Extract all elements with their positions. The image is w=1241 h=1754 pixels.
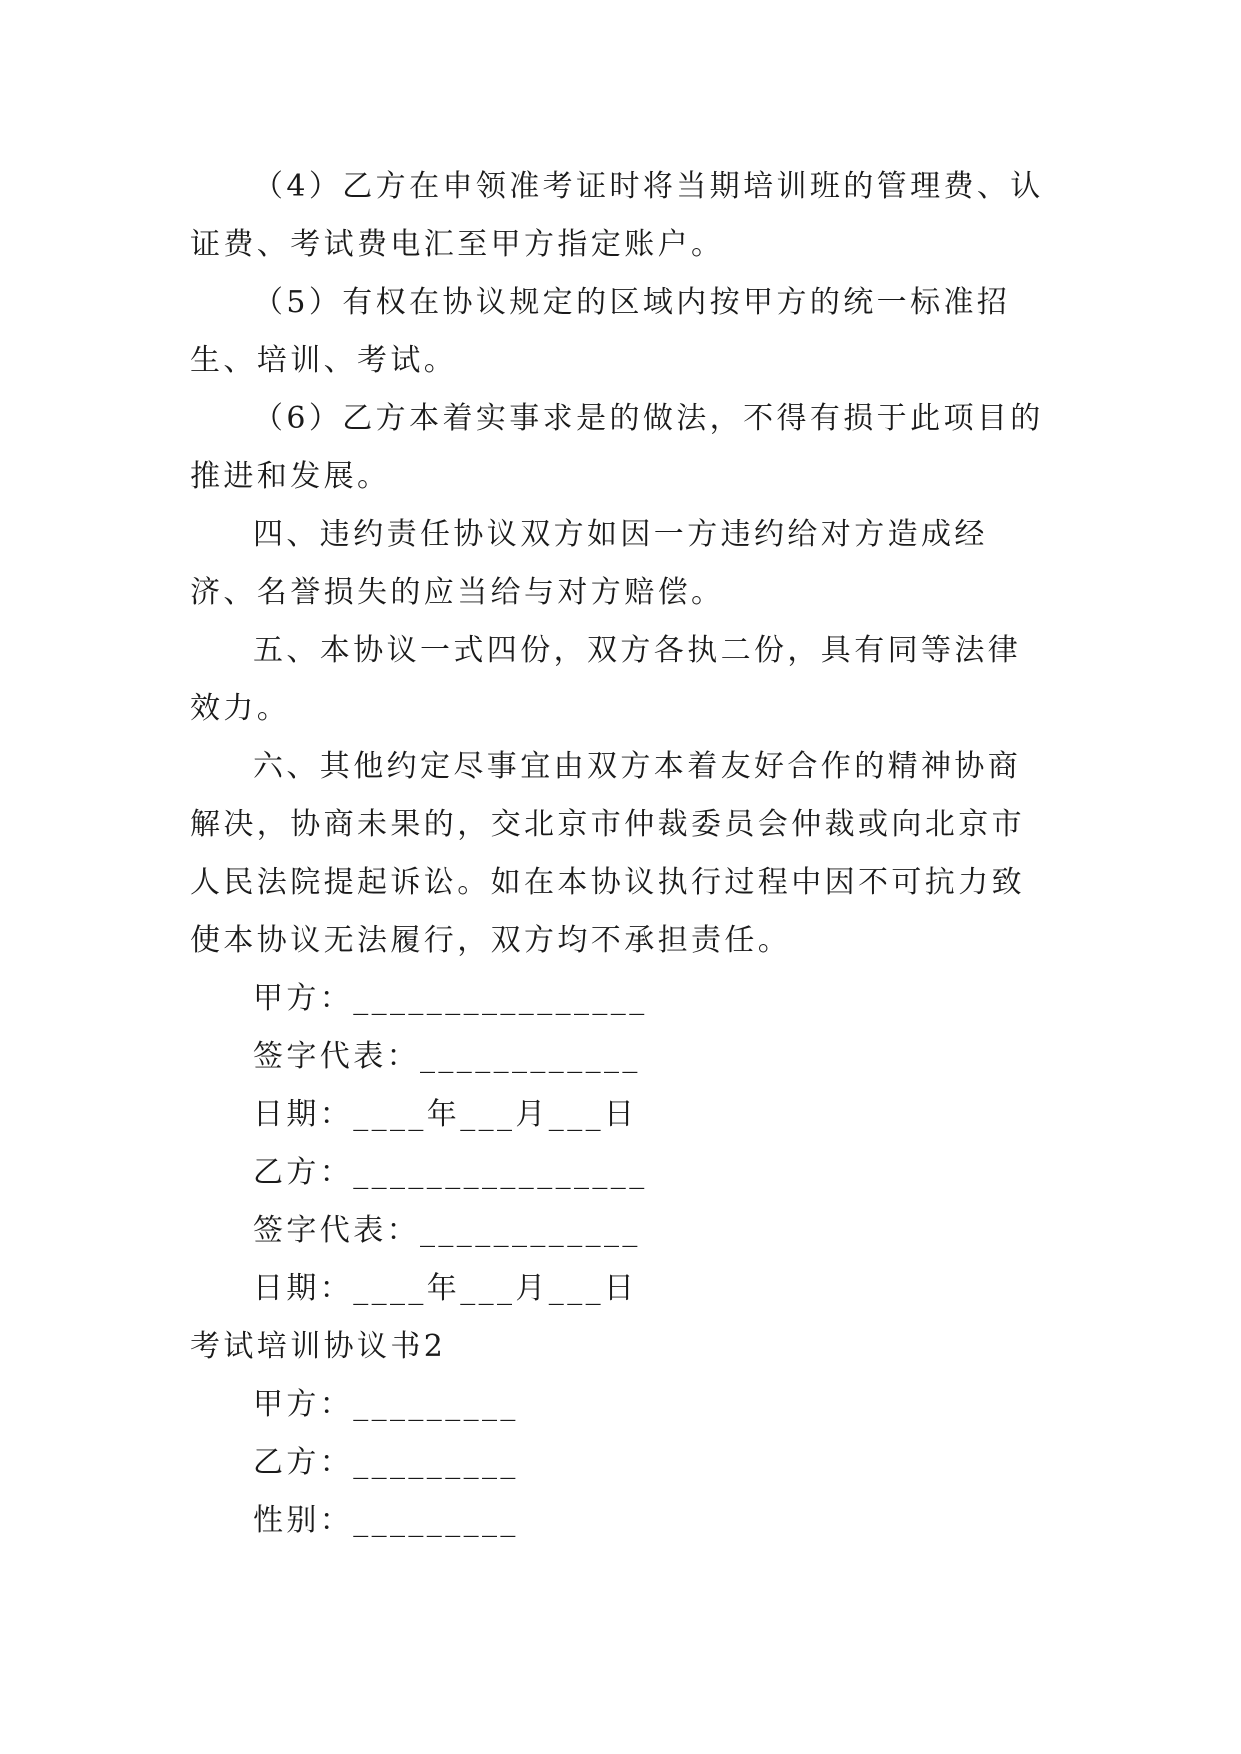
second-doc-title: 考试培训协议书2 bbox=[190, 1329, 447, 1364]
clause-3-4: （4）乙方在申领准考证时将当期培训班的管理费、认证费、考试费电汇至甲方指定账户。 bbox=[190, 169, 1044, 262]
document-page bbox=[190, 158, 1052, 1550]
party-a-date-field: 日期：____年___月___日 bbox=[253, 1097, 638, 1132]
party-b-rep-field: 签字代表：____________ bbox=[253, 1213, 641, 1248]
second-doc-fields bbox=[190, 1376, 1052, 1550]
second-doc-party-a-field: 甲方：_________ bbox=[253, 1387, 519, 1422]
second-doc-party-b-field: 乙方：_________ bbox=[253, 1445, 519, 1480]
party-b-date-field: 日期：____年___月___日 bbox=[253, 1271, 638, 1306]
second-doc-gender-field: 性别：_________ bbox=[253, 1503, 519, 1538]
party-a-rep-field: 签字代表：____________ bbox=[253, 1039, 641, 1074]
clause-5-copies: 五、本协议一式四份，双方各执二份，具有同等法律效力。 bbox=[190, 633, 1022, 726]
signature-block bbox=[190, 970, 1052, 1318]
party-b-field: 乙方：________________ bbox=[253, 1155, 648, 1190]
clause-3-5: （5）有权在协议规定的区域内按甲方的统一标准招生、培训、考试。 bbox=[190, 285, 1011, 378]
clause-4-liability: 四、违约责任协议双方如因一方违约给对方造成经济、名誉损失的应当给与对方赔偿。 bbox=[190, 517, 988, 610]
clause-6-other: 六、其他约定尽事宜由双方本着友好合作的精神协商解决，协商未果的，交北京市仲裁委员会仲裁或向北京市人民法院提起诉讼。如在本协议执行过程中因不可抗力致使本协议无法履行，双方均不承担责任。 bbox=[190, 749, 1025, 958]
clause-3-6: （6）乙方本着实事求是的做法，不得有损于此项目的推进和发展。 bbox=[190, 401, 1044, 494]
party-a-field: 甲方：________________ bbox=[253, 981, 648, 1016]
